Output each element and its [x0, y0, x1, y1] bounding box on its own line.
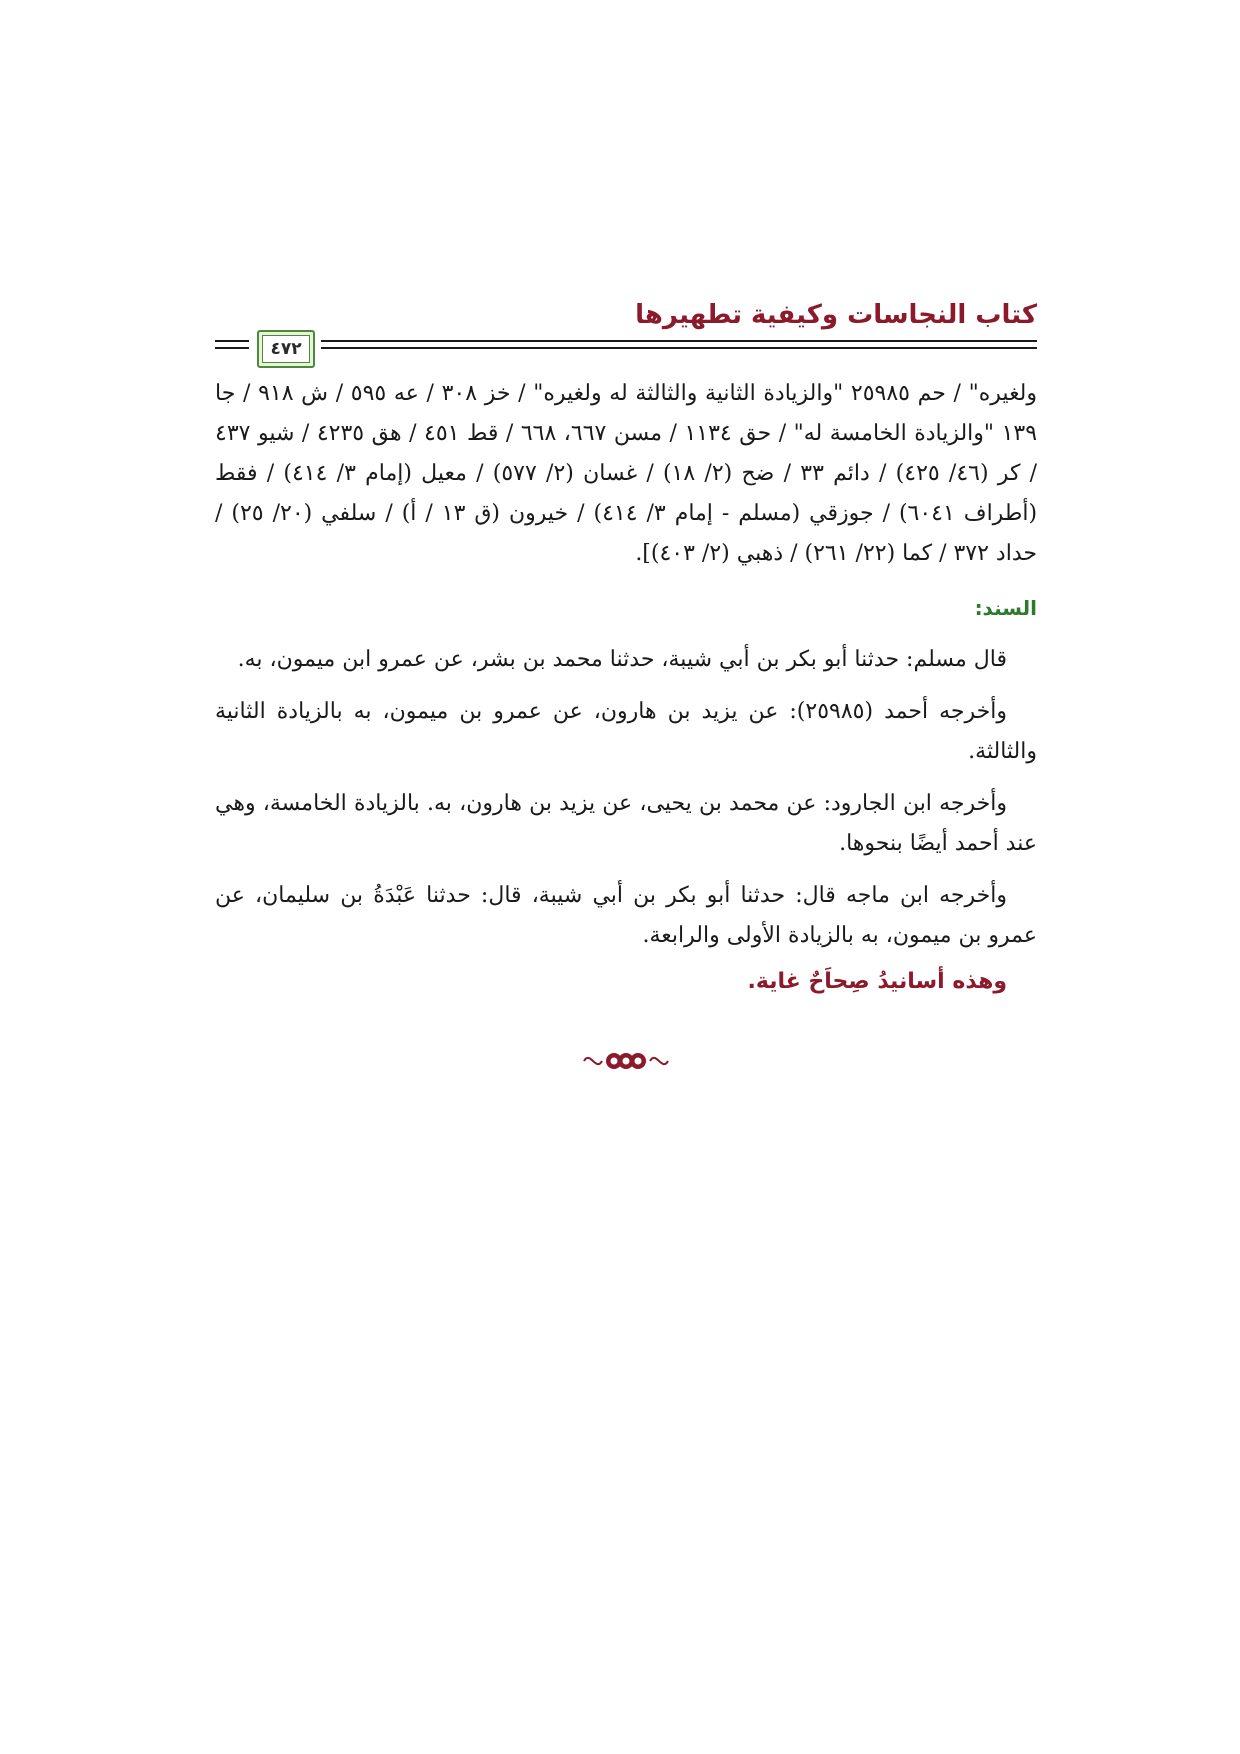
page-header [215, 300, 1037, 362]
section-heading: السند: [974, 596, 1037, 620]
paragraph-3: وأخرجه ابن الجارود: عن محمد بن يحيى، عن يزيد بن هارون، به. بالزيادة الخامسة، وهي عند أحمد أيضًا بنحوها. [215, 791, 1037, 856]
paragraph-2: وأخرجه أحمد (٢٥٩٨٥): عن يزيد بن هارون، عن عمرو بن ميمون، به بالزيادة الثانية والثالثة. [215, 699, 1037, 764]
paragraph-1: قال مسلم: حدثنا أبو بكر بن أبي شيبة، حدثنا محمد بن بشر، عن عمرو ابن ميمون، به. [237, 647, 1007, 672]
references-text: ولغيره" / حم ٢٥٩٨٥ "والزيادة الثانية والثالثة له ولغيره" / خز ٣٠٨ / عه ٥٩٥ / ش ٩١٨ / جا ١٣٩ "والزيادة الخامسة له" / حق ١١٣٤ / مسن ٦٦٧، ٦٦٨ / قط ٤٥١ / هق ٤٢٣٥ / شيو ٤٣٧ / كر (٤٦/ ٤٢٥) / دائم ٣٣ / ضح (٢/ ١٨) / غسان (٢/ ٥٧٧) / معيل (إمام ٣/ ٤١٤) / فقط (أطراف ٦٠٤١) / جوزقي (مسلم - إمام ٣/ ٤١٤) / خيرون (ق ١٣ / أ) / سلفي (٢٠/ ٢٥) / حداد ٣٧٢ / كما (٢٢/ ٢٦١) / ذهبي (٢/ ٤٠٣) [215, 381, 1038, 566]
page-body [215, 374, 1037, 1090]
page-number: ٤٧٢ [262, 335, 310, 363]
references-end: ]. [635, 541, 651, 566]
end-ornament-icon [215, 1046, 1037, 1090]
paragraph-4: وأخرجه ابن ماجه قال: حدثنا أبو بكر بن أبي شيبة، قال: حدثنا عَبْدَةُ بن سليمان، عن عمرو بن ميمون، به بالزيادة الأولى والرابعة. [215, 883, 1037, 948]
references-block [215, 374, 1037, 574]
running-title: كتاب النجاسات وكيفية تطهيرها [635, 300, 1037, 330]
book-page [215, 300, 1037, 1090]
page-number-badge [257, 330, 315, 368]
header-rule [215, 340, 1037, 352]
conclusion-line: وهذه أسانيدُ صِحاَحٌ غاية. [747, 969, 1007, 994]
